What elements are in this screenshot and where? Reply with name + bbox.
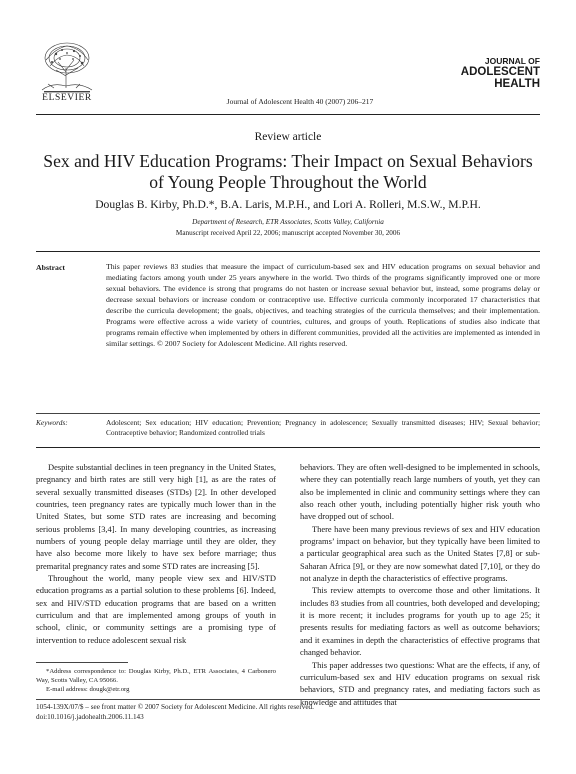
correspondence-email: E-mail address: dougk@etr.org: [46, 686, 130, 693]
keywords-text: Adolescent; Sex education; HIV education; Prevention; Pregnancy in adolescence; Sexually transmitted diseases; HIV; Sexual behavior; Contraceptive behavior; Randomized controlled trials: [106, 418, 540, 437]
header-divider: [36, 114, 540, 115]
journal-name-line2: ADOLESCENT: [460, 65, 540, 78]
journal-name-line3: HEALTH: [494, 77, 540, 90]
keywords-divider: [36, 413, 540, 414]
manuscript-dates: Manuscript received April 22, 2006; manuscript accepted November 30, 2006: [175, 229, 401, 237]
abstract-top-divider: [36, 251, 540, 252]
correspondence-address: *Address correspondence to: Douglas Kirby, Ph.D., ETR Associates, 4 Carbonero Way, Scotts Valley, CA 95066.: [36, 668, 276, 684]
correspondence-footnote: [36, 667, 276, 694]
body-column-right: [300, 461, 540, 708]
abstract-bottom-divider: [36, 447, 540, 448]
journal-name-line1: JOURNAL OF: [484, 56, 540, 66]
footer-info: [36, 703, 314, 722]
keywords-label: Keywords:: [36, 418, 68, 427]
article-title: Sex and HIV Education Programs: Their Impact on Sexual Behaviors of Young People Throughout the World: [43, 151, 533, 192]
body-paragraph: There have been many previous reviews of sex and HIV education programs’ impact on behavior, but they typically have been limited to a particular geographical area such as the United States [7,8] or sub-Saharan Africa [9], or they are now somewhat dated [7,10], or they do not analyze in depth the characteristics of effective programs.: [300, 523, 540, 584]
body-paragraph: behaviors. They are often well-designed to be implemented in schools, where they can potentially reach large numbers of youth, yet they can also be implemented in clinic and community settings where they can also reach other youth, including potentially higher risk youth who have dropped out of school.: [300, 462, 540, 522]
journal-masthead: [456, 57, 540, 90]
abstract-label: Abstract: [36, 263, 66, 272]
author-affiliation: Department of Research, ETR Associates, Scotts Valley, California: [192, 218, 384, 226]
body-paragraph: Despite substantial declines in teen pregnancy in the United States, pregnancy and birth rates are still very high [1], as are the rates of several sexually transmitted diseases (STDs) [2]. In other developed countries, teen pregnancy rates are typically much lower than in the United States, but some STD rates are increasing and becoming serious problems [3,4]. In many developing countries, as increasing numbers of young people delay marriage until they are older, they have also become more likely to have sex before marriage; thus premarital pregnancy rates and some STD rates are increasing [5].: [36, 462, 276, 571]
elsevier-logo: [36, 38, 98, 102]
body-paragraph: This review attempts to overcome those and other limitations. It includes 83 studies from all countries, both developed and developing; it is more recent; it includes programs for youth up to age 25; it presents results for mediating factors as well as outcome behaviors; and it examines in depth the characteristics of effective programs that changed behavior.: [300, 585, 540, 658]
article-type-label: Review article: [254, 131, 322, 143]
journal-reference: Journal of Adolescent Health 40 (2007) 206–217: [226, 97, 374, 106]
footer-divider: [36, 699, 540, 700]
author-list: Douglas B. Kirby, Ph.D.*, B.A. Laris, M.P.H., and Lori A. Rolleri, M.S.W., M.P.H.: [95, 198, 481, 211]
publisher-logo-text: ELSEVIER: [42, 93, 92, 102]
issn-copyright-line: 1054-139X/07/$ – see front matter © 2007 Society for Adolescent Medicine. All rights reserved.: [36, 703, 314, 711]
body-column-left: [36, 461, 276, 646]
abstract-text: This paper reviews 83 studies that measure the impact of curriculum-based sex and HIV education programs on sexual behavior and mediating factors among youth under 25 years anywhere in the world. Two thirds of the programs significantly improved one or more sexual behaviors. The evidence is strong that programs do not hasten or increase sexual behavior but, instead, some programs delay or decrease sexual behaviors or increase condom or contraceptive use. Effective curricula commonly incorporated 17 characteristics that describe the curricula development; the goals, objectives, and teaching strategies of the curricula themselves; and their implementation. Programs were effective across a wide variety of countries, cultures, and groups of youth. Replications of studies also indicate that programs remain effective when implemented by others in different communities, provided all the activities are implemented as intended in similar settings. © 2007 Society for Adolescent Medicine. All rights reserved.: [106, 262, 540, 348]
body-paragraph: This paper addresses two questions: What are the effects, if any, of curriculum-based sex and HIV education programs on sexual risk behaviors, STD and pregnancy rates, and mediating factors such as knowledge and attitudes that: [300, 659, 540, 707]
footnote-divider: [36, 662, 128, 663]
doi-line: doi:10.1016/j.jadohealth.2006.11.143: [36, 712, 144, 721]
body-paragraph: Throughout the world, many people view sex and HIV/STD education programs as a partial solution to these problems [6]. Indeed, sex and HIV/STD education programs that are based on a written curriculum and that are implemented among groups of youth in school, clinic, or community settings are a promising type of intervention to reduce adolescent sexual risk: [36, 573, 276, 645]
